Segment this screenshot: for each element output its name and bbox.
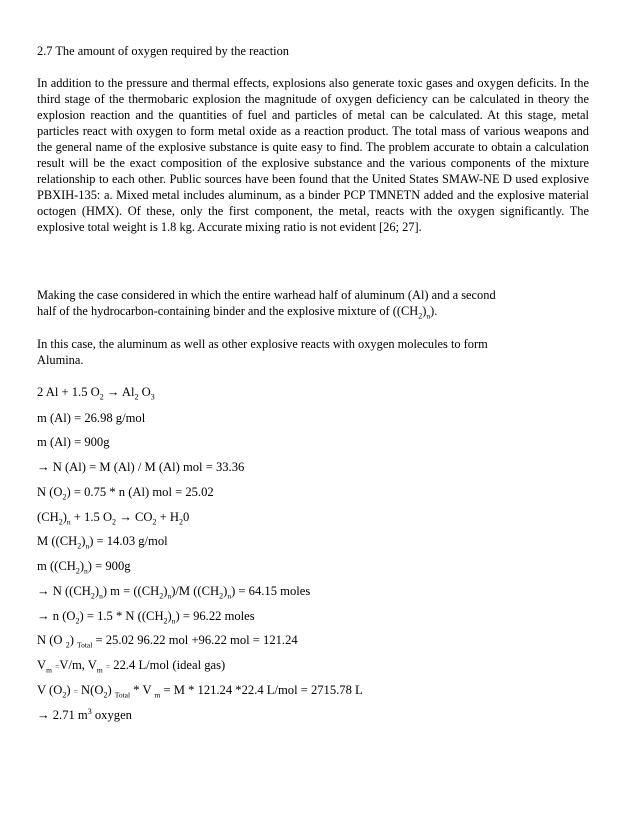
paragraph-warhead-case (37, 287, 589, 319)
equation-oxygen-for-al: N $(O_2) = 0.75 * n$ (Al) mol = 25.02 (37, 485, 214, 502)
equation-mass-al: m (Al) = 900g (37, 435, 110, 449)
equation-moles-al: → N (Al) = M (Al) / M (Al) mol = 33.36 (37, 460, 245, 474)
paragraph-line: Alumina. (37, 353, 84, 367)
equation-molar-mass-binder: M $((CH_2)_n) = 14.03$ g/mol (37, 534, 168, 551)
paragraph-explosion-oxygen-deficit: In addition to the pressure and thermal effects, explosions also generate toxic gases and oxygen deficits. In the third stage of the thermobaric explosion the magnitude of oxygen deficiency can be calculated in theory the explosion reaction and the quantities of fuel and particles of metal can be calculated. At this stage, metal particles react with oxygen to form metal oxide as a reaction product. The total mass of various weapons and the general name of the explosive substance is quite easy to find. The problem accurate to obtain a calculation result will be the exact composition of the explosive substance and the various components of the mixture relationship to each other. Public sources have been found that the United States SMAW-NE D used explosive PBXIH-135: a. Mixed metal includes aluminum, as a binder PCP TMNETN added and the explosive material octogen (HMX). Of these, only the first component, the metal, reacts with the oxygen significantly. The explosive total weight is 1.8 kg. Accurate mixing ratio is not evident [26; 27]. (37, 76, 589, 234)
paragraph-line: Making the case considered in which the entire warhead half of aluminum (Al) and a second (37, 288, 496, 302)
section-heading: 2.7 The amount of oxygen required by the reaction (37, 44, 289, 58)
paragraph-alumina-reaction (37, 336, 589, 368)
equation-result-oxygen: → 2.71 $m^3$ oxygen (37, 706, 132, 722)
equation-total-oxygen: N (O $_2$) $_{Total}$ = 25.02 96.22 mol +96.22 mol = 121.24 (37, 633, 298, 650)
equation-oxygen-for-binder: → n $(O_2) = 1.5 * N$ $((CH_2)_n) = 96.22$ moles (37, 609, 255, 626)
equation-molar-mass-al: m (Al) = 26.98 g/mol (37, 411, 146, 425)
equation-binder-oxidation: $(CH_2)_n + 1.5$ $O_2 \to CO_2 + H_20$ (37, 510, 190, 527)
paragraph-line: half of the hydrocarbon-containing binder and the explosive mixture of $((CH_2)_n)$. (37, 304, 438, 321)
equation-aluminum-oxidation: 2 Al + 1.5 $O_2 \to Al_2$ $O_3$ (37, 385, 155, 402)
equation-moles-binder: → N $((CH_2)_n) m = ((CH_2)_n)/M$ $((CH_2)_n) = 64.15$ moles (37, 584, 311, 601)
equation-oxygen-volume: V $(O_2) = N(O_2)$ $_{Total}$ * V $_m$ = M * 121.24 *22.4 L/mol = 2715.78 L (37, 683, 363, 700)
equation-mass-binder: m $((CH_2)_n) = 900g$ (37, 559, 131, 576)
paragraph-line: In this case, the aluminum as well as other explosive reacts with oxygen molecules to form (37, 337, 488, 351)
equation-molar-volume: $V_m =V/m$, $V_m = 22.4$ L/mol (ideal gas) (37, 658, 226, 675)
